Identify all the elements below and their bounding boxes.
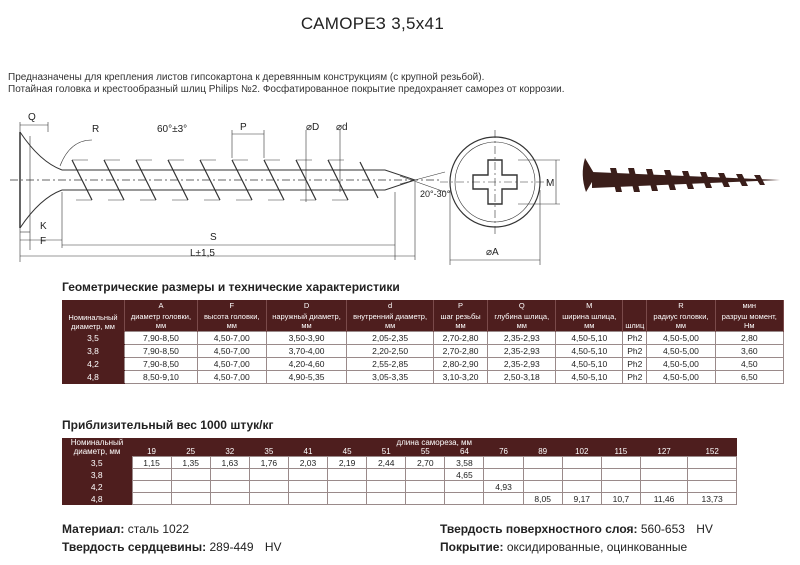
weight-cell: [406, 493, 445, 505]
length-header-cell: 127: [640, 447, 687, 457]
hdr-top-1: A: [125, 300, 198, 311]
hdr-top-8: [623, 300, 647, 311]
weight-cell: [523, 469, 562, 481]
weight-cell: [171, 469, 210, 481]
weight-row-diameter: 3,5: [62, 457, 132, 469]
weight-cell: 10,7: [601, 493, 640, 505]
weight-cell: [328, 481, 367, 493]
specs-cell: 4,50-5,00: [647, 371, 715, 384]
specs-cell: 4,50-5,10: [556, 371, 623, 384]
specs-cell: Ph2: [623, 371, 647, 384]
hdr-top-5: P: [433, 300, 488, 311]
weight-cell: [132, 481, 171, 493]
label-Q: Q: [28, 112, 36, 123]
weight-cell: 2,19: [328, 457, 367, 469]
specs-cell: 3,50-3,90: [266, 332, 347, 345]
weight-cell: [562, 469, 601, 481]
hdr-bot-2: высота головки, мм: [197, 311, 266, 332]
hdr-bot-1: диаметр головки, мм: [125, 311, 198, 332]
specs-cell: 2,70-2,80: [433, 332, 488, 345]
weight-cell: [249, 469, 288, 481]
specs-cell: 7,90-8,50: [125, 345, 198, 358]
hdr-bot-9: радиус головки, мм: [647, 311, 715, 332]
specs-row-diameter: 4,2: [62, 358, 125, 371]
specs-cell: 3,05-3,35: [347, 371, 433, 384]
weight-row-diameter: 4,8: [62, 493, 132, 505]
weight-row: [62, 481, 737, 493]
weight-row-diameter: 3,8: [62, 469, 132, 481]
weight-cell: [210, 481, 249, 493]
length-header-cell: 25: [171, 447, 210, 457]
material-line: [62, 522, 189, 536]
specs-row-diameter: 4,8: [62, 371, 125, 384]
weight-cell: [406, 481, 445, 493]
specs-cell: 2,80: [715, 332, 783, 345]
specs-cell: 2,20-2,50: [347, 345, 433, 358]
hdr-top-0: [62, 300, 125, 311]
specs-table: [62, 300, 784, 384]
weight-row: [62, 493, 737, 505]
label-F: F: [40, 236, 47, 247]
specs-cell: 3,10-3,20: [433, 371, 488, 384]
weight-cell: [484, 469, 523, 481]
specs-cell: 4,50-5,10: [556, 345, 623, 358]
specs-cell: 2,55-2,85: [347, 358, 433, 371]
label-D: ⌀D: [306, 122, 320, 133]
specs-cell: 4,50-7,00: [197, 332, 266, 345]
coating-label: Покрытие:: [440, 540, 504, 554]
weight-cell: [328, 469, 367, 481]
weight-cell: 11,46: [640, 493, 687, 505]
hdr-bot-8: шлиц: [623, 311, 647, 332]
head-end-view: [440, 130, 560, 265]
screw-photo: [583, 158, 780, 192]
weight-cell: [523, 457, 562, 469]
length-header-cell: 19: [132, 447, 171, 457]
weight-cell: [132, 469, 171, 481]
weight-cell: [640, 481, 687, 493]
weight-cell: [688, 469, 737, 481]
specs-cell: 8,50-9,10: [125, 371, 198, 384]
weight-cell: [484, 457, 523, 469]
hdr-top-2: F: [197, 300, 266, 311]
weight-cell: 13,73: [688, 493, 737, 505]
material-value: сталь 1022: [127, 522, 190, 536]
page-title: САМОРЕЗ 3,5х41: [300, 14, 445, 33]
length-header-cell: 152: [688, 447, 737, 457]
core-hardness-value: 289-449: [209, 540, 254, 554]
specs-cell: 3,70-4,00: [266, 345, 347, 358]
description-line-1: Предназначены для крепления листов гипсокартона к деревянным конструкциям (с крупной резьбой).: [8, 72, 485, 83]
core-hardness-label: Твердость сердцевины:: [62, 540, 207, 554]
label-L: L±1,5: [190, 248, 215, 259]
length-header-cell: 115: [601, 447, 640, 457]
weight-cell: 3,58: [445, 457, 484, 469]
weight-table: [62, 438, 737, 505]
specs-header-bottom: [62, 311, 784, 332]
hdr-bot-3: наружный диаметр, мм: [266, 311, 347, 332]
weight-cell: 8,05: [523, 493, 562, 505]
weight-cell: [171, 493, 210, 505]
weight-cell: 4,65: [445, 469, 484, 481]
specs-cell: 4,50-7,00: [197, 345, 266, 358]
weight-cell: [445, 493, 484, 505]
length-header-cell: 102: [562, 447, 601, 457]
weight-cell: [601, 469, 640, 481]
label-S: S: [210, 232, 217, 243]
weight-cell: [445, 481, 484, 493]
weight-cell: 1,35: [171, 457, 210, 469]
weight-cell: [601, 481, 640, 493]
hdr-top-9: R: [647, 300, 715, 311]
surface-hardness-line: [440, 522, 713, 536]
hdr-top-10: мин: [715, 300, 783, 311]
specs-cell: Ph2: [623, 358, 647, 371]
length-header-cell: 51: [367, 447, 406, 457]
weight-cell: [367, 481, 406, 493]
hdr-bot-4: внутренний диаметр, мм: [347, 311, 433, 332]
specs-row: [62, 358, 784, 371]
weight-cell: [132, 493, 171, 505]
specs-cell: Ph2: [623, 345, 647, 358]
specs-cell: 2,35-2,93: [488, 345, 556, 358]
length-header-cell: 32: [210, 447, 249, 457]
weight-cell: [210, 469, 249, 481]
specs-row: [62, 371, 784, 384]
specs-cell: 4,20-4,60: [266, 358, 347, 371]
weight-cell: [171, 481, 210, 493]
hdr-bot-10: разруш момент, Нм: [715, 311, 783, 332]
length-header-cell: 35: [249, 447, 288, 457]
specs-cell: 4,50: [715, 358, 783, 371]
surface-hardness-value: 560-653: [640, 522, 685, 536]
weight-cell: 2,70: [406, 457, 445, 469]
weight-cell: 1,63: [210, 457, 249, 469]
label-R: R: [92, 124, 100, 135]
weight-cell: [484, 493, 523, 505]
weight-cell: [688, 457, 737, 469]
specs-row-diameter: 3,5: [62, 332, 125, 345]
technical-drawing: [0, 100, 800, 265]
specs-cell: 2,05-2,35: [347, 332, 433, 345]
specs-cell: 3,60: [715, 345, 783, 358]
specs-cell: 2,35-2,93: [488, 358, 556, 371]
specs-header-top: [62, 300, 784, 311]
length-header-cell: 64: [445, 447, 484, 457]
hdr-top-7: M: [556, 300, 623, 311]
weight-cell: [367, 493, 406, 505]
specs-cell: 2,50-3,18: [488, 371, 556, 384]
specs-row: [62, 332, 784, 345]
length-header-cell: 41: [288, 447, 327, 457]
label-angle: 60°±3°: [157, 124, 188, 135]
hdr-bot-7: ширина шлица, мм: [556, 311, 623, 332]
weight-cell: [640, 469, 687, 481]
weight-cell: [688, 481, 737, 493]
core-hardness-line: [62, 540, 282, 554]
weight-row-diameter: 4,2: [62, 481, 132, 493]
weight-cell: [249, 493, 288, 505]
length-header-cell: 89: [523, 447, 562, 457]
weight-header-top: [62, 438, 737, 447]
hdr-bot-6: глубина шлица, мм: [488, 311, 556, 332]
specs-cell: 6,50: [715, 371, 783, 384]
hdr-bot-5: шаг резьбы мм: [433, 311, 488, 332]
label-M: M: [546, 178, 555, 189]
weight-cell: [210, 493, 249, 505]
weight-cell: [288, 493, 327, 505]
weight-lengths-row: [62, 447, 737, 457]
label-d: ⌀d: [336, 122, 348, 133]
weight-cell: [562, 481, 601, 493]
weight-row: [62, 457, 737, 469]
weight-cell: [523, 481, 562, 493]
weight-cell: [328, 493, 367, 505]
weight-cell: 2,44: [367, 457, 406, 469]
weight-length-header: длина самореза, мм: [132, 438, 737, 447]
weight-row-header: Номинальный диаметр, мм: [62, 438, 132, 457]
hdr-top-6: Q: [488, 300, 556, 311]
label-tip-angle: 20°-30°: [420, 189, 451, 199]
surface-hardness-label: Твердость поверхностного слоя:: [440, 522, 638, 536]
specs-cell: Ph2: [623, 332, 647, 345]
specs-row-diameter: 3,8: [62, 345, 125, 358]
specs-cell: 2,35-2,93: [488, 332, 556, 345]
specs-cell: 7,90-8,50: [125, 358, 198, 371]
length-header-cell: 76: [484, 447, 523, 457]
specs-cell: 4,50-5,10: [556, 332, 623, 345]
weight-cell: [406, 469, 445, 481]
weight-cell: 4,93: [484, 481, 523, 493]
surface-hardness-unit: HV: [696, 522, 713, 536]
specs-cell: 4,50-7,00: [197, 358, 266, 371]
coating-line: [440, 540, 687, 554]
weight-cell: [562, 457, 601, 469]
specs-cell: 4,50-5,00: [647, 345, 715, 358]
specs-cell: 2,70-2,80: [433, 345, 488, 358]
length-header-cell: 45: [328, 447, 367, 457]
length-header-cell: 55: [406, 447, 445, 457]
specs-cell: 4,50-5,00: [647, 332, 715, 345]
weight-cell: [288, 481, 327, 493]
weight-cell: [288, 469, 327, 481]
specs-cell: 2,80-2,90: [433, 358, 488, 371]
weight-row: [62, 469, 737, 481]
section-weight-title: Приблизительный вес 1000 штук/кг: [62, 418, 274, 432]
weight-cell: 2,03: [288, 457, 327, 469]
weight-cell: 1,15: [132, 457, 171, 469]
coating-value: оксидированные, оцинкованные: [506, 540, 688, 554]
specs-cell: 4,50-7,00: [197, 371, 266, 384]
label-K: K: [40, 221, 47, 232]
hdr-bot-0: Номинальный диаметр, мм: [62, 311, 125, 332]
weight-cell: [367, 469, 406, 481]
hdr-top-3: D: [266, 300, 347, 311]
specs-row: [62, 345, 784, 358]
label-A: ⌀A: [486, 247, 499, 258]
specs-cell: 4,50-5,00: [647, 358, 715, 371]
material-label: Материал:: [62, 522, 125, 536]
description-line-2: Потайная головка и крестообразный шлиц Philips №2. Фосфатированное покрытие предохраняет саморез от коррозии.: [8, 84, 565, 95]
weight-cell: 1,76: [249, 457, 288, 469]
core-hardness-unit: HV: [264, 540, 282, 554]
weight-cell: [640, 457, 687, 469]
label-P: P: [240, 122, 247, 133]
specs-cell: 4,90-5,35: [266, 371, 347, 384]
weight-cell: [601, 457, 640, 469]
description: [8, 72, 565, 96]
specs-cell: 7,90-8,50: [125, 332, 198, 345]
section-geometry-title: Геометрические размеры и технические характеристики: [62, 280, 400, 294]
specs-cell: 4,50-5,10: [556, 358, 623, 371]
weight-cell: 9,17: [562, 493, 601, 505]
hdr-top-4: d: [347, 300, 433, 311]
weight-cell: [249, 481, 288, 493]
